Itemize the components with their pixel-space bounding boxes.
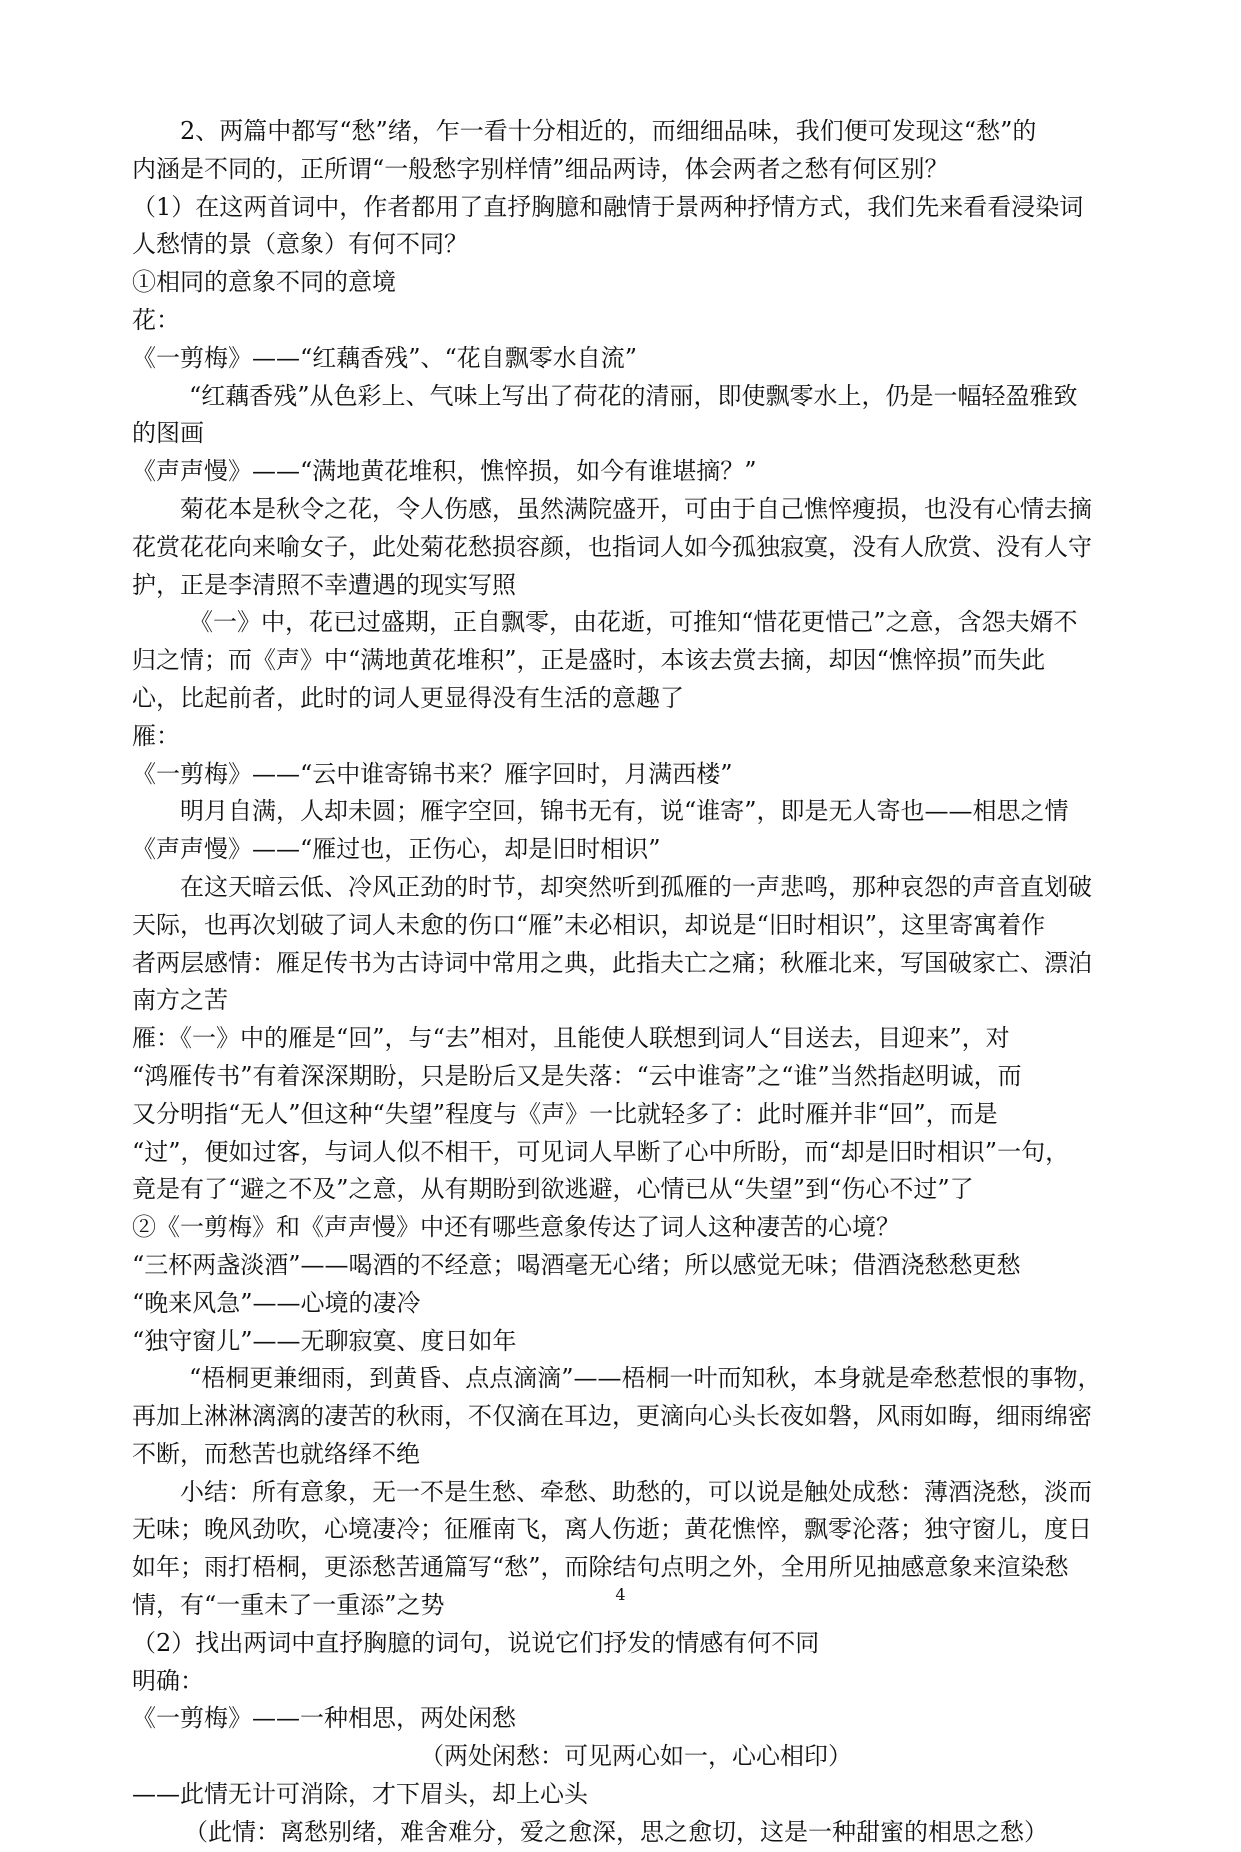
annotation-line: （此情：离愁别绪，难舍难分，爱之愈深，思之愈切，这是一种甜蜜的相思之愁）	[184, 1817, 1048, 1846]
subheading-goose: 雁：	[132, 721, 180, 750]
summary-line: 情，有“一重未了一重添”之势	[132, 1591, 445, 1620]
summary-line: 无味；晚风劲吹，心境凄冷；征雁南飞，离人伤逝；黄花憔悴，飘零沦落；独守窗儿，度日	[132, 1515, 1092, 1544]
section-heading: ①相同的意象不同的意境	[132, 268, 396, 297]
paragraph-line: 者两层感情：雁足传书为古诗词中常用之典，此指夫亡之痛；秋雁北来，写国破家亡、漂泊	[132, 948, 1092, 977]
paragraph-line: 天际，也再次划破了词人未愈的伤口“雁”未必相识，却说是“旧时相识”，这里寄寓着作	[132, 910, 1046, 939]
paragraph-line: 又分明指“无人”但这种“失望”程度与《声》一比就轻多了：此时雁并非“回”，而是	[132, 1099, 998, 1128]
paragraph-line: 《一》中，花已过盛期，正自飘零，由花逝，可推知“惜花更惜己”之意，含怨夫婿不	[189, 608, 1078, 637]
paragraph-line: 内涵是不同的，正所谓“一般愁字别样情”细品两诗，体会两者之愁有何区别？	[132, 154, 949, 183]
quote-line: 《一剪梅》——“云中谁寄锦书来？雁字回时，月满西楼”	[132, 759, 733, 788]
paragraph-line: 南方之苦	[132, 986, 228, 1015]
paragraph-line: 在这天暗云低、冷风正劲的时节，却突然听到孤雁的一声悲鸣，那种哀怨的声音直划破	[180, 872, 1092, 901]
paragraph-line: 归之情；而《声》中“满地黄花堆积”，正是盛时，本该去赏去摘，却因“憔悴损”而失此	[132, 646, 1046, 675]
paragraph-line: “鸿雁传书”有着深深期盼，只是盼后又是失落：“云中谁寄”之“谁”当然指赵明诚，而	[132, 1061, 1022, 1090]
paragraph-line: 花赏花花向来喻女子，此处菊花愁损容颜，也指词人如今孤独寂寞，没有人欣赏、没有人守	[132, 532, 1092, 561]
quote-line: 《声声慢》——“满地黄花堆积，憔悴损，如今有谁堪摘？”	[132, 457, 757, 486]
paragraph-line: 的图画	[132, 419, 204, 448]
paragraph-line: “红藕香残”从色彩上、气味上写出了荷花的清丽，即使飘零水上，仍是一幅轻盈雅致	[189, 381, 1078, 410]
paragraph-line: 再加上淋淋漓漓的凄苦的秋雨，不仅滴在耳边，更滴向心头长夜如磐，风雨如晦，细雨绵密	[132, 1402, 1092, 1431]
paragraph-line: “三杯两盏淡酒”——喝酒的不经意；喝酒毫无心绪；所以感觉无味；借酒浇愁愁更愁	[132, 1250, 1021, 1279]
paragraph-line: 2、两篇中都写“愁”绪，乍一看十分相近的，而细细品味，我们便可发现这“愁”的	[180, 117, 1037, 145]
paragraph-line: 不断，而愁苦也就络绎不绝	[132, 1439, 420, 1468]
subheading-flower: 花：	[132, 305, 180, 334]
paragraph-line: “过”，便如过客，与词人似不相干，可见词人早断了心中所盼，而“却是旧时相识”一句，	[132, 1137, 1070, 1166]
section-heading: ②《一剪梅》和《声声慢》中还有哪些意象传达了词人这种凄苦的心境？	[132, 1213, 900, 1242]
paragraph-line: “独守窗儿”——无聊寂寞、度日如年	[132, 1326, 517, 1355]
summary-line: 如年；雨打梧桐，更添愁苦通篇写“愁”，而除结句点明之外，全用所见抽感意象来渲染愁	[132, 1553, 1069, 1582]
page-number: 4	[615, 1585, 626, 1604]
quote-line: 《声声慢》——“雁过也，正伤心，却是旧时相识”	[132, 835, 661, 864]
quote-line: 《一剪梅》——一种相思，两处闲愁	[132, 1704, 516, 1733]
paragraph-line: 雁：《一》中的雁是“回”，与“去”相对，且能使人联想到词人“目送去，目迎来”，对	[132, 1024, 1010, 1053]
quote-line: ——此情无计可消除，才下眉头，却上心头	[132, 1780, 588, 1809]
paragraph-line: 人愁情的景（意象）有何不同？	[132, 230, 468, 259]
paragraph-line: 竟是有了“避之不及”之意，从有期盼到欲逃避，心情已从“失望”到“伤心不过”了	[132, 1175, 974, 1204]
paragraph-line: 菊花本是秋令之花，令人伤感，虽然满院盛开，可由于自己憔悴瘦损，也没有心情去摘	[180, 494, 1092, 523]
annotation-line: （两处闲愁：可见两心如一，心心相印）	[420, 1742, 852, 1771]
quote-line: 《一剪梅》——“红藕香残”、“花自飘零水自流”	[132, 343, 638, 372]
paragraph-line: 明月自满，人却未圆；雁字空回，锦书无有，说“谁寄”，即是无人寄也——相思之情	[180, 797, 1069, 826]
paragraph-line: 护，正是李清照不幸遭遇的现实写照	[132, 570, 516, 599]
paragraph-line: “梧桐更兼细雨，到黄昏、点点滴滴”——梧桐一叶而知秋，本身就是牵愁惹恨的事物，	[189, 1364, 1102, 1393]
paragraph-line: “晚来风急”——心境的凄冷	[132, 1288, 421, 1317]
paragraph-line: （1）在这两首词中，作者都用了直抒胸臆和融情于景两种抒情方式，我们先来看看浸染词	[132, 192, 1084, 221]
summary-line: 小结：所有意象，无一不是生愁、牵愁、助愁的，可以说是触处成愁：薄酒浇愁，淡而	[180, 1477, 1092, 1506]
answer-label: 明确：	[132, 1666, 204, 1695]
question-line: （2）找出两词中直抒胸臆的词句，说说它们抒发的情感有何不同	[132, 1628, 820, 1657]
paragraph-line: 心，比起前者，此时的词人更显得没有生活的意趣了	[132, 683, 684, 712]
